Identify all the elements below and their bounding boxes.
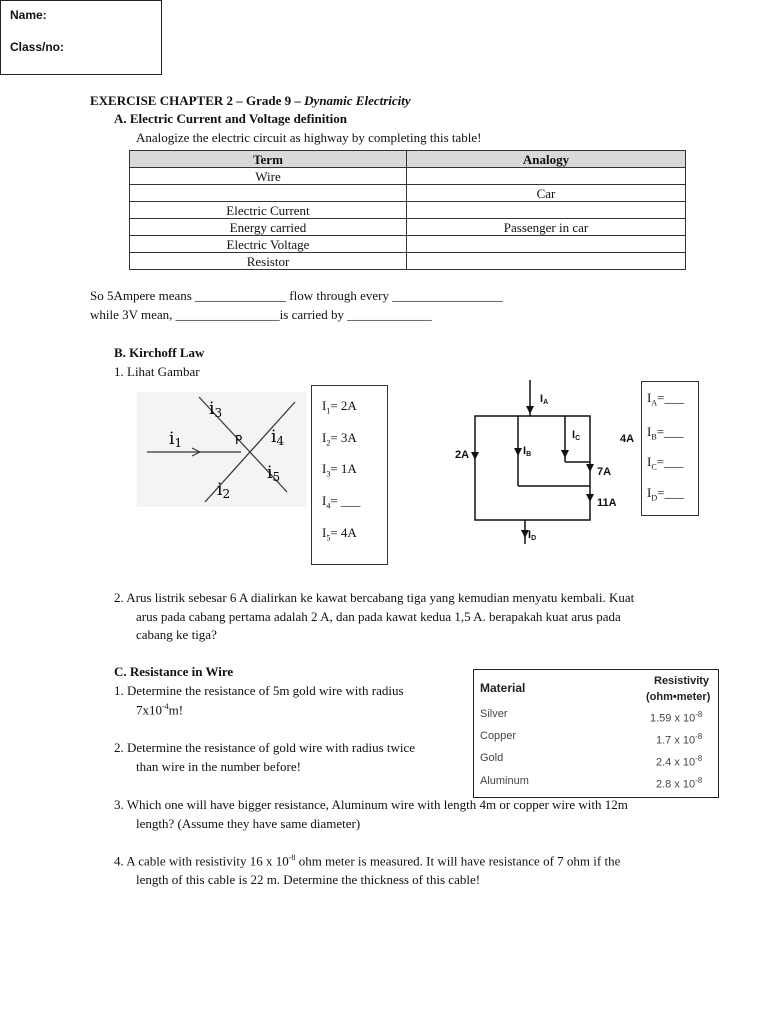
table-cell[interactable] [130,185,407,202]
answer-ib[interactable]: $I_B=\_\_\_$ [647,424,684,442]
question-3-line-1: 3. Which one will have bigger resistance, Aluminum wire with length 4m or copper wire with 12m [114,797,628,812]
section-b-item-2-line-1: 2. Arus listrik sebesar 6 A dialirkan ke kawat bercabang tiga yang kemudian menyatu kembali. Kuat [114,590,635,605]
resistivity-aluminum: 2.8 x $10^{-8}$ [656,776,703,791]
material-copper: Copper [480,730,517,742]
arrow-2a [471,452,479,460]
arrow-ib [514,448,522,456]
label-ia: IA [540,393,549,406]
table-cell: Passenger in car [407,219,686,236]
label-11a: 11A [597,497,617,509]
table-row [130,185,686,202]
question-2-line-2: than wire in the number before! [136,759,301,774]
label-ib: IB [523,445,532,458]
table-header: Term [130,151,407,168]
question-1-line-2: $7x10^{-4}m$! [136,702,184,718]
label-4a: 4A [620,433,635,445]
table-cell[interactable] [407,253,686,270]
table-cell[interactable] [407,202,686,219]
table-cell: Resistor [130,253,407,270]
arrow-11a [586,494,594,502]
table-cell: Energy carried [130,219,407,236]
table-header-row [130,151,686,168]
section-b-item-1: 1. Lihat Gambar [114,364,200,379]
material-gold: Gold [480,752,504,764]
question-3-line-2: length? (Assume they have same diameter) [136,816,361,831]
label-p: P [235,433,243,447]
resistivity-copper: 1.7 x $10^{-8}$ [656,732,703,747]
name-class-box [0,0,162,75]
arrow-ic [561,450,569,458]
current-i3: $I_3= 1A$ [322,461,357,479]
table-row [130,253,686,270]
answer-box [641,381,699,516]
table-cell: Wire [130,168,407,185]
current-i4[interactable]: $I_4=$ ___ [322,493,361,511]
answer-ic[interactable]: $I_C=\_\_\_$ [647,454,684,472]
arrow-ia [526,406,534,414]
table-row [130,219,686,236]
material-header: Material [480,681,526,695]
table-row [130,236,686,253]
section-a-instruction: Analogize the electric circuit as highway by completing this table! [136,130,482,145]
resistivity-gold: 2.4 x $10^{-8}$ [656,754,703,769]
table-header: Analogy [407,151,686,168]
question-4-line-1: 4. A cable with resistivity 16 x $10^{-8}$ ohm meter is measured. It will have resistance of 7 ohm if the [114,853,621,869]
label-i4: i4 [271,427,285,448]
answer-ia[interactable]: $I_A=\_\_\_$ [647,390,684,408]
page-title: EXERCISE CHAPTER 2 – Grade 9 – Dynamic Electricity [90,93,411,108]
label-i2: i2 [217,480,231,501]
label-ic: IC [572,429,581,442]
label-i3: i3 [209,399,223,420]
resistivity-table [473,669,719,798]
arrow-7a [586,464,594,472]
table-cell: Electric Current [130,202,407,219]
section-a-heading: A. Electric Current and Voltage definition [114,111,348,126]
label-7a: 7A [597,466,612,478]
question-2-line-1: 2. Determine the resistance of gold wire with radius twice [114,740,416,755]
resistivity-header: Resistivity [654,675,710,687]
junction-diagram [137,392,307,507]
material-silver: Silver [480,708,508,720]
table-cell: Electric Voltage [130,236,407,253]
current-i2: $I_2= 3A$ [322,430,357,448]
fill-in-line-2: while 3V mean, ________________is carried by _____________ [90,307,432,322]
current-values-box [311,385,388,565]
table-cell[interactable] [407,236,686,253]
label-id: ID [528,529,537,542]
resistivity-unit-header: (ohm•meter) [646,691,711,703]
current-i5: $I_5= 4A$ [322,525,357,543]
answer-id[interactable]: $I_D=\_\_\_$ [647,485,684,503]
label-i5: i5 [267,463,281,484]
class-label: Class/no: [10,40,65,54]
table-row [130,202,686,219]
resistivity-silver: 1.59 x $10^{-8}$ [650,710,703,725]
table-row [130,168,686,185]
table-cell: Car [407,185,686,202]
section-c-heading: C. Resistance in Wire [114,664,234,679]
section-b-item-2-line-3: cabang ke tiga? [136,627,217,642]
current-i1: $I_1= 2A$ [322,398,357,416]
circuit-diagram [450,378,640,548]
table-cell[interactable] [407,168,686,185]
label-i1: i1 [169,429,183,450]
fill-in-line-1: So 5Ampere means ______________ flow through every _________________ [90,288,503,303]
section-b-item-2-line-2: arus pada cabang pertama adalah 2 A, dan pada kawat kedua 1,5 A. berapakah kuat arus pada [136,609,621,624]
section-b-heading: B. Kirchoff Law [114,345,205,360]
analogy-table [129,150,686,270]
question-4-line-2: length of this cable is 22 m. Determine the thickness of this cable! [136,872,481,887]
name-label: Name: [10,8,47,22]
question-1-line-1: 1. Determine the resistance of 5m gold wire with radius [114,683,404,698]
material-aluminum: Aluminum [480,775,529,787]
label-2a: 2A [455,449,470,461]
